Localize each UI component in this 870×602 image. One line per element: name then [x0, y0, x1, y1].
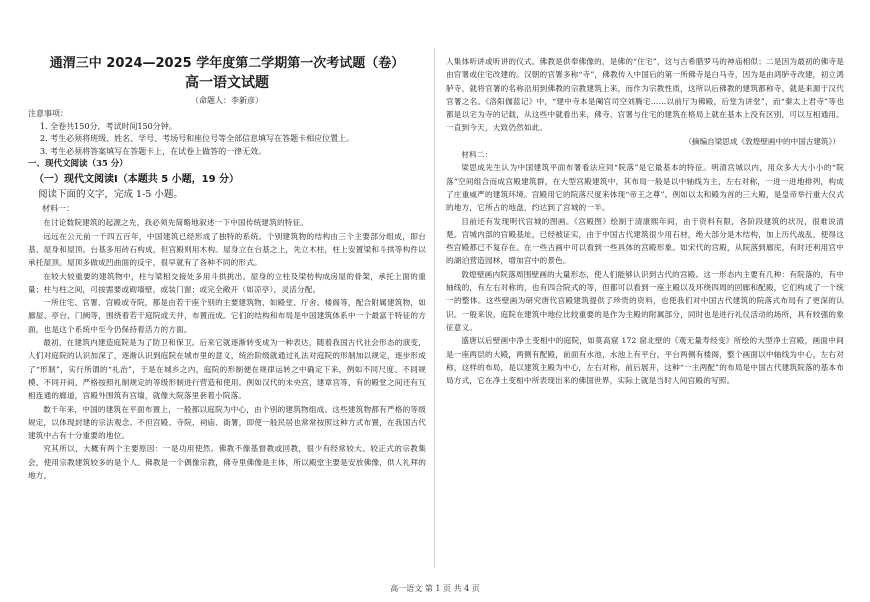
material-label: 材料二：: [461, 150, 493, 160]
body-paragraph: 最初，在建筑内建造庭院是为了防卫和保卫。后来它就逐渐转变成为一种表达，随着我国古代社会形态的演变，人们对庭院的认识加深了，逐渐认识到庭院在城市里的意义，统治阶级就通过礼法对庭院的形制加以规定，逐步形成了“形制”，实行所谓的“礼治”，于是在城乡之内，庭院的形制便在规律运转之中确定下来，例如不同尺度、不同规模、不同开间，严格按照礼制规定的等级形制进行营造和使用。例如汉代的未央宫，建章宫等，有的殿堂之间还有互相连通的廊道，宫殿外围筑有宫墙，就像大院落里套着小院落。: [28, 338, 426, 401]
left-column: [28, 55, 426, 565]
body-paragraph: 梁思成先生认为中国建筑平面布署看法应同“院落”是它最基本的特征。明清宫城以内，用众多大大小小的“院落”空间组合而成宫殿建筑群，在大型宫殿建筑中，其布局一般是以中轴线为主，左右对称，一进一进地排列，构成了庄重威严的建筑环境。宫殿用它的院落尺度来体现“帝王之尊”。例如以太和殿为首的三大殿，是皇帝举行重大仪式的地方，它所占的地盘，约达到了宫城的一半。: [446, 163, 844, 213]
note-item: 2. 考生必须将班级、姓名、学号、考场号和座位号等全部信息填写在答题卡相应位置上。: [40, 134, 355, 144]
right-column: [446, 55, 844, 565]
exam-subtitle: 高一语文试题: [185, 75, 269, 91]
reading-instruction: 阅读下面的文字，完成 1-5 小题。: [38, 189, 183, 201]
body-paragraph: 在讨论数院建筑的起源之先，我必须先简略地叙述一下中国传统建筑的特征。: [43, 218, 309, 228]
subsection-heading: （一）现代文阅读Ⅰ（本题共 5 小题，19 分）: [34, 174, 240, 186]
exam-title: 通渭三中 2024—2025 学年度第二学期第一次考试题（卷）: [49, 56, 405, 71]
note-item: 1. 全卷共150分，考试时间150分钟。: [40, 121, 177, 131]
body-paragraph: 盛唐以后壁画中净土变相中的庭院，如莫高窟 172 窟北壁的《观无量寿经变》所绘的大型净土宫殿，画面中间是一座两层的大殿，两侧有配殿，前面有水池，水池上有平台，平台两侧有楼阁，整个画面以中轴线为中心，左右对称，这样的布局，是以建筑主殿为中心，左右对称，前后展开，这种“一主两配”的布局是中国古代建筑院落的基本布局方式，它在净土变相中所表现出来的佛国世界，实际上就是当时人间宫殿的写照。: [446, 336, 844, 386]
body-paragraph: 究其所以，大概有两个主要原因：一是功用使然。佛教不像基督教或回教，很少有经常较大、较正式的宗教集会，使用宗教建筑较多的是个人。佛教是一个偶像宗教，佛寺里佛像是主体，所以殿堂主要是安放佛像，供人礼拜的地方。: [28, 444, 426, 481]
body-paragraph: 敦煌壁画内院落周围壁画的大量形态，使人们能够认识到古代的宫殿。这一形态内主要有几种：有院落的，有中轴线的，有左右对称的，也有四合院式的等，但都可以看到一座主殿以及环绕四周的回廊和配殿，它们构成了一个统一的整体。这些壁画为研究唐代宫殿建筑提供了珍贵的资料，也使我们对中国古代建筑的院落式布局有了更深的认识。一般来说，庭院在建筑中地位比较重要的是作为主殿的附属部分，同时也是进行礼仪活动的场所，具有较强的象征意义。: [446, 269, 844, 332]
note-item: 3. 考生必须将答案填写在答题卡上，在试卷上做答的一律无效。: [40, 146, 267, 156]
notes-heading: 注意事项：: [28, 109, 68, 118]
column-divider: [434, 48, 435, 568]
body-paragraph: 人集体听讲或听讲的仪式。佛教是供奉佛像的，是佛的“住宅”，这与古希腊罗马的神庙相似；二是因为最初的佛寺是由官署或住宅改建的。汉朝的官署多称“寺”，佛教传入中国后的第一所佛寺是白马寺，因为是由鸿胪寺改建，初立鸿胪寺，就将官署的名称沿用到佛教的宗教建筑上来，而作为宗教性质，这所以后佛教的建筑都称寺，就是来源于汉代官署之名。《洛阳伽蓝记》中，“建中寺本是阉官司空刘腾宅……以前厅为佛殿，后堂为讲堂”，而“秦太上君寺”等也都是以宅为寺的记载，从这些中就看出来，佛寺、官署与住宅的建筑在格局上就在基本上没有区别，可以互相通用。一直到今天，大致仍然如此。: [446, 57, 844, 133]
body-paragraph: 一所住宅、官署、宫殿或寺院，都是由若干座个别的主要建筑物，如殿堂、厅舍、楼阁等，配合附属建筑物，如廊屋、亭台、门阙等，围绕着若干庭院或天井，布置而成。它们的结构和布局是中国建筑体系中一个最富于特征的方面，也是这个系统中至今仍保持着活力的方面。: [28, 298, 426, 334]
body-paragraph: 目前还有发现明代宫城的图画。《宫殿图》绘制于清康熙年间，由于资料有限，各阶段建筑的状况，很难说清楚。宫城内部的宫殿基址，已经被证实，由于中国古代建筑很少用石材，绝大部分是木结构，加上历代战乱，使得这些宫殿都已不复存在。在一些古画中可以看到一些具体的宫殿形象。如宋代的宫殿，从院落到廊庑，有时还利用宫中的湖泊营造园林，增加宫中的景色。: [446, 216, 844, 266]
material-label: 材料一：: [42, 204, 74, 214]
source-citation: （摘编自梁思成《敦煌壁画中的中国古建筑》）: [684, 136, 840, 146]
section-heading: 一、现代文阅读（35 分）: [28, 159, 128, 170]
body-paragraph: 数千年来，中国的建筑在平面布置上，一般都以庭院为中心，由个别的建筑物组成。这些建筑物都有严格的等级规定，以体现封建的宗法观念。不但宫殿、寺院、祠庙、衙署，即使一般民居也常常按照这种方式布置，在我国古代建筑中占有十分重要的地位。: [28, 404, 426, 441]
body-paragraph: 在较大较重要的建筑物中，柱与梁相交接处多用斗拱挑出。屋身的立柱及梁枋构成房屋的骨架，承托上面的重量；柱与柱之间，可按需要或砌墙壁，或装门窗；或完全敞开（如凉亭），灵活分配。: [28, 271, 426, 294]
author-line: （命题人：李新彦）: [191, 96, 263, 105]
page-footer: 高一语文 第 1 页 共 4 页: [390, 584, 480, 593]
body-paragraph: 远远在公元前一千四五百年，中国建筑已经形成了独特的系统。个别建筑物的结构由三个主要部分组成，即台基、屋身和屋顶。台基多用砖石构成，但宫殿则用木构。屋身立在台基之上，先立木柱，柱上安置梁和斗拱等构件以承托屋顶。屋顶多做成凹曲面的反宇，很早就有了各种不同的形式。: [28, 231, 426, 268]
